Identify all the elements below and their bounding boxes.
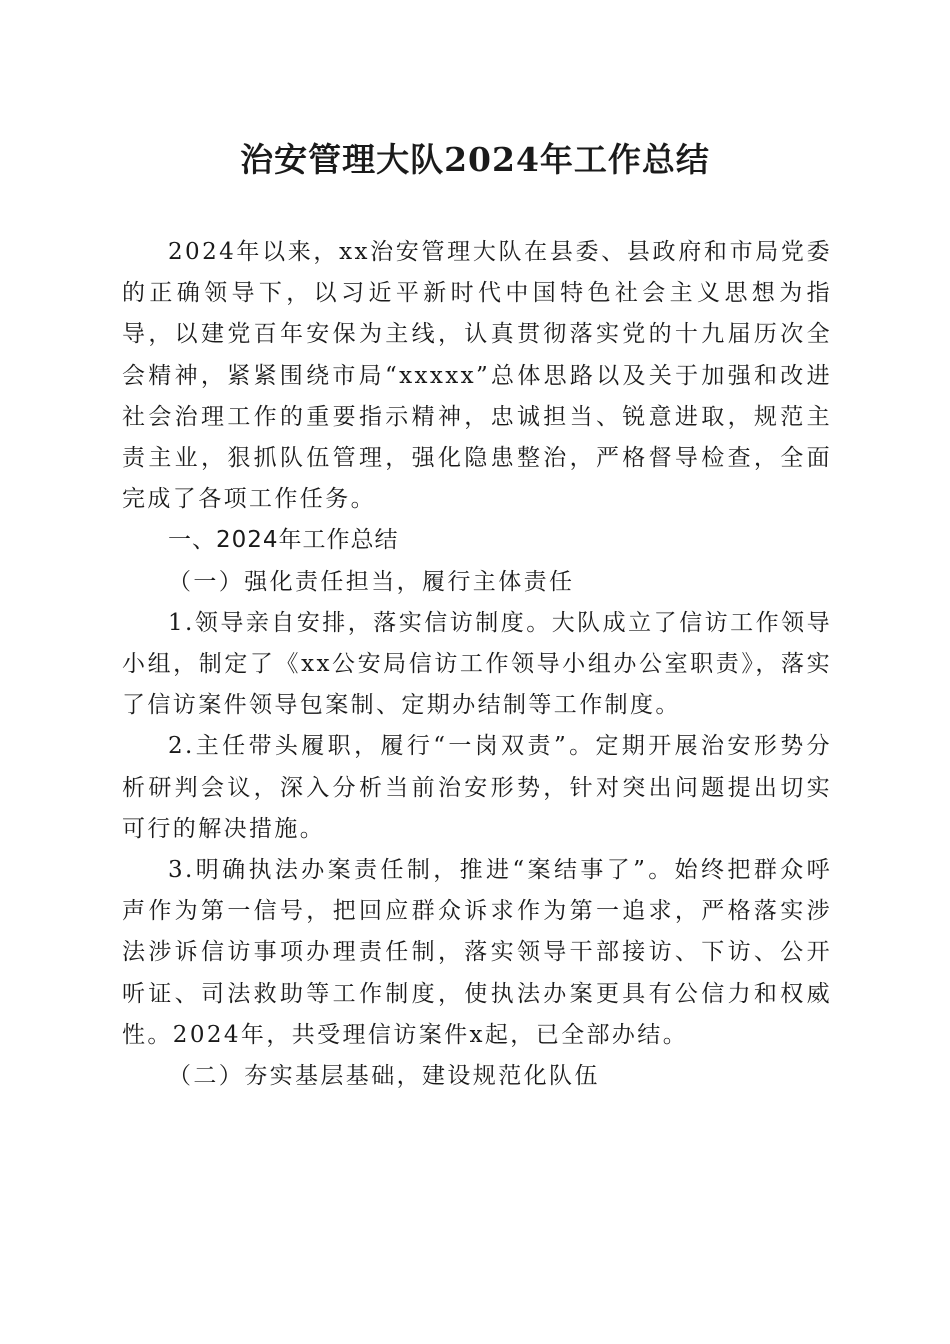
document-body xyxy=(122,232,832,1097)
item-paragraph-2: 2.主任带头履职，履行“一岗双责”。定期开展治安形势分析研判会议，深入分析当前治安形势，针对突出问题提出切实可行的解决措施。 xyxy=(122,733,832,842)
item-paragraph-3: 3.明确执法办案责任制，推进“案结事了”。始终把群众呼声作为第一信号，把回应群众诉求作为第一追求，严格落实涉法涉诉信访事项办理责任制，落实领导干部接访、下访、公开听证、司法救助等工作制度，使执法办案更具有公信力和权威性。2024年，共受理信访案件x起，已全部办结。 xyxy=(122,857,832,1048)
item-paragraph-1: 1.领导亲自安排，落实信访制度。大队成立了信访工作领导小组，制定了《xx公安局信访工作领导小组办公室职责》，落实了信访案件领导包案制、定期办结制等工作制度。 xyxy=(122,609,832,719)
section-heading-1: 一、2024年工作总结 xyxy=(168,527,399,554)
subsection-heading-2: （二）夯实基层基础，建设规范化队伍 xyxy=(168,1063,600,1090)
document-title: 治安管理大队2024年工作总结 xyxy=(240,140,710,179)
intro-paragraph: 2024年以来，xx治安管理大队在县委、县政府和市局党委的正确领导下，以习近平新时代中国特色社会主义思想为指导，以建党百年安保为主线，认真贯彻落实党的十九届历次全会精神，紧紧围绕市局“xxxxx”总体思路以及关于加强和改进社会治理工作的重要指示精神，忠诚担当、锐意进取，规范主责主业，狠抓队伍管理，强化隐患整治，严格督导检查，全面完成了各项工作任务。 xyxy=(122,239,832,513)
subsection-heading-1: （一）强化责任担当，履行主体责任 xyxy=(168,568,575,595)
